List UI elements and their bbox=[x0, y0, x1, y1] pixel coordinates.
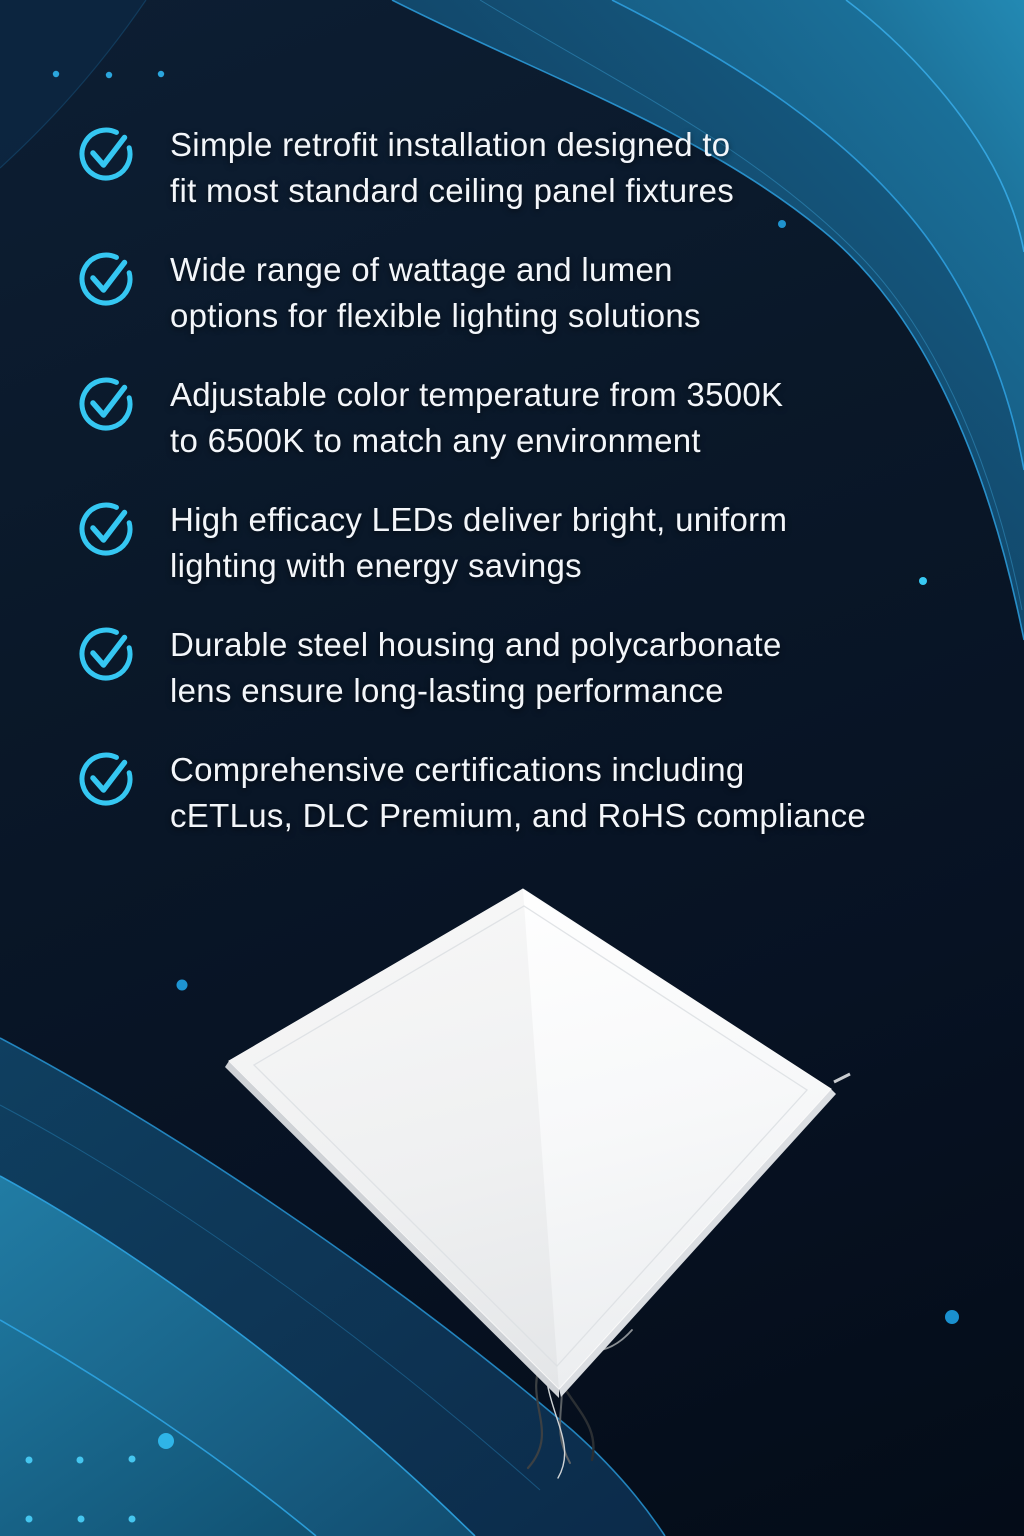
check-circle-icon bbox=[78, 251, 134, 307]
feature-line: lighting with energy savings bbox=[170, 547, 582, 584]
feature-item bbox=[78, 122, 978, 214]
feature-line: Simple retrofit installation designed to bbox=[170, 126, 731, 163]
check-circle-icon bbox=[78, 501, 134, 557]
feature-item bbox=[78, 247, 978, 339]
feature-line: Adjustable color temperature from 3500K bbox=[170, 376, 784, 413]
feature-line: Comprehensive certifications including bbox=[170, 751, 745, 788]
feature-text bbox=[170, 247, 701, 339]
feature-text bbox=[170, 497, 787, 589]
check-circle-icon bbox=[78, 126, 134, 182]
check-circle-icon bbox=[78, 751, 134, 807]
feature-line: High efficacy LEDs deliver bright, uniform bbox=[170, 501, 788, 538]
feature-item bbox=[78, 372, 978, 464]
check-circle-icon bbox=[78, 376, 134, 432]
feature-line: to 6500K to match any environment bbox=[170, 422, 701, 459]
feature-text bbox=[170, 122, 734, 214]
feature-text bbox=[170, 372, 783, 464]
feature-line: options for flexible lighting solutions bbox=[170, 297, 701, 334]
check-circle-icon bbox=[78, 626, 134, 682]
feature-item bbox=[78, 747, 978, 839]
feature-line: fit most standard ceiling panel fixtures bbox=[170, 172, 735, 209]
feature-line: cETLus, DLC Premium, and RoHS compliance bbox=[170, 797, 867, 834]
feature-list bbox=[78, 122, 978, 872]
feature-line: Durable steel housing and polycarbonate bbox=[170, 626, 782, 663]
feature-line: lens ensure long-lasting performance bbox=[170, 672, 724, 709]
feature-text bbox=[170, 622, 782, 714]
feature-item bbox=[78, 622, 978, 714]
feature-text bbox=[170, 747, 866, 839]
feature-line: Wide range of wattage and lumen bbox=[170, 251, 673, 288]
feature-item bbox=[78, 497, 978, 589]
